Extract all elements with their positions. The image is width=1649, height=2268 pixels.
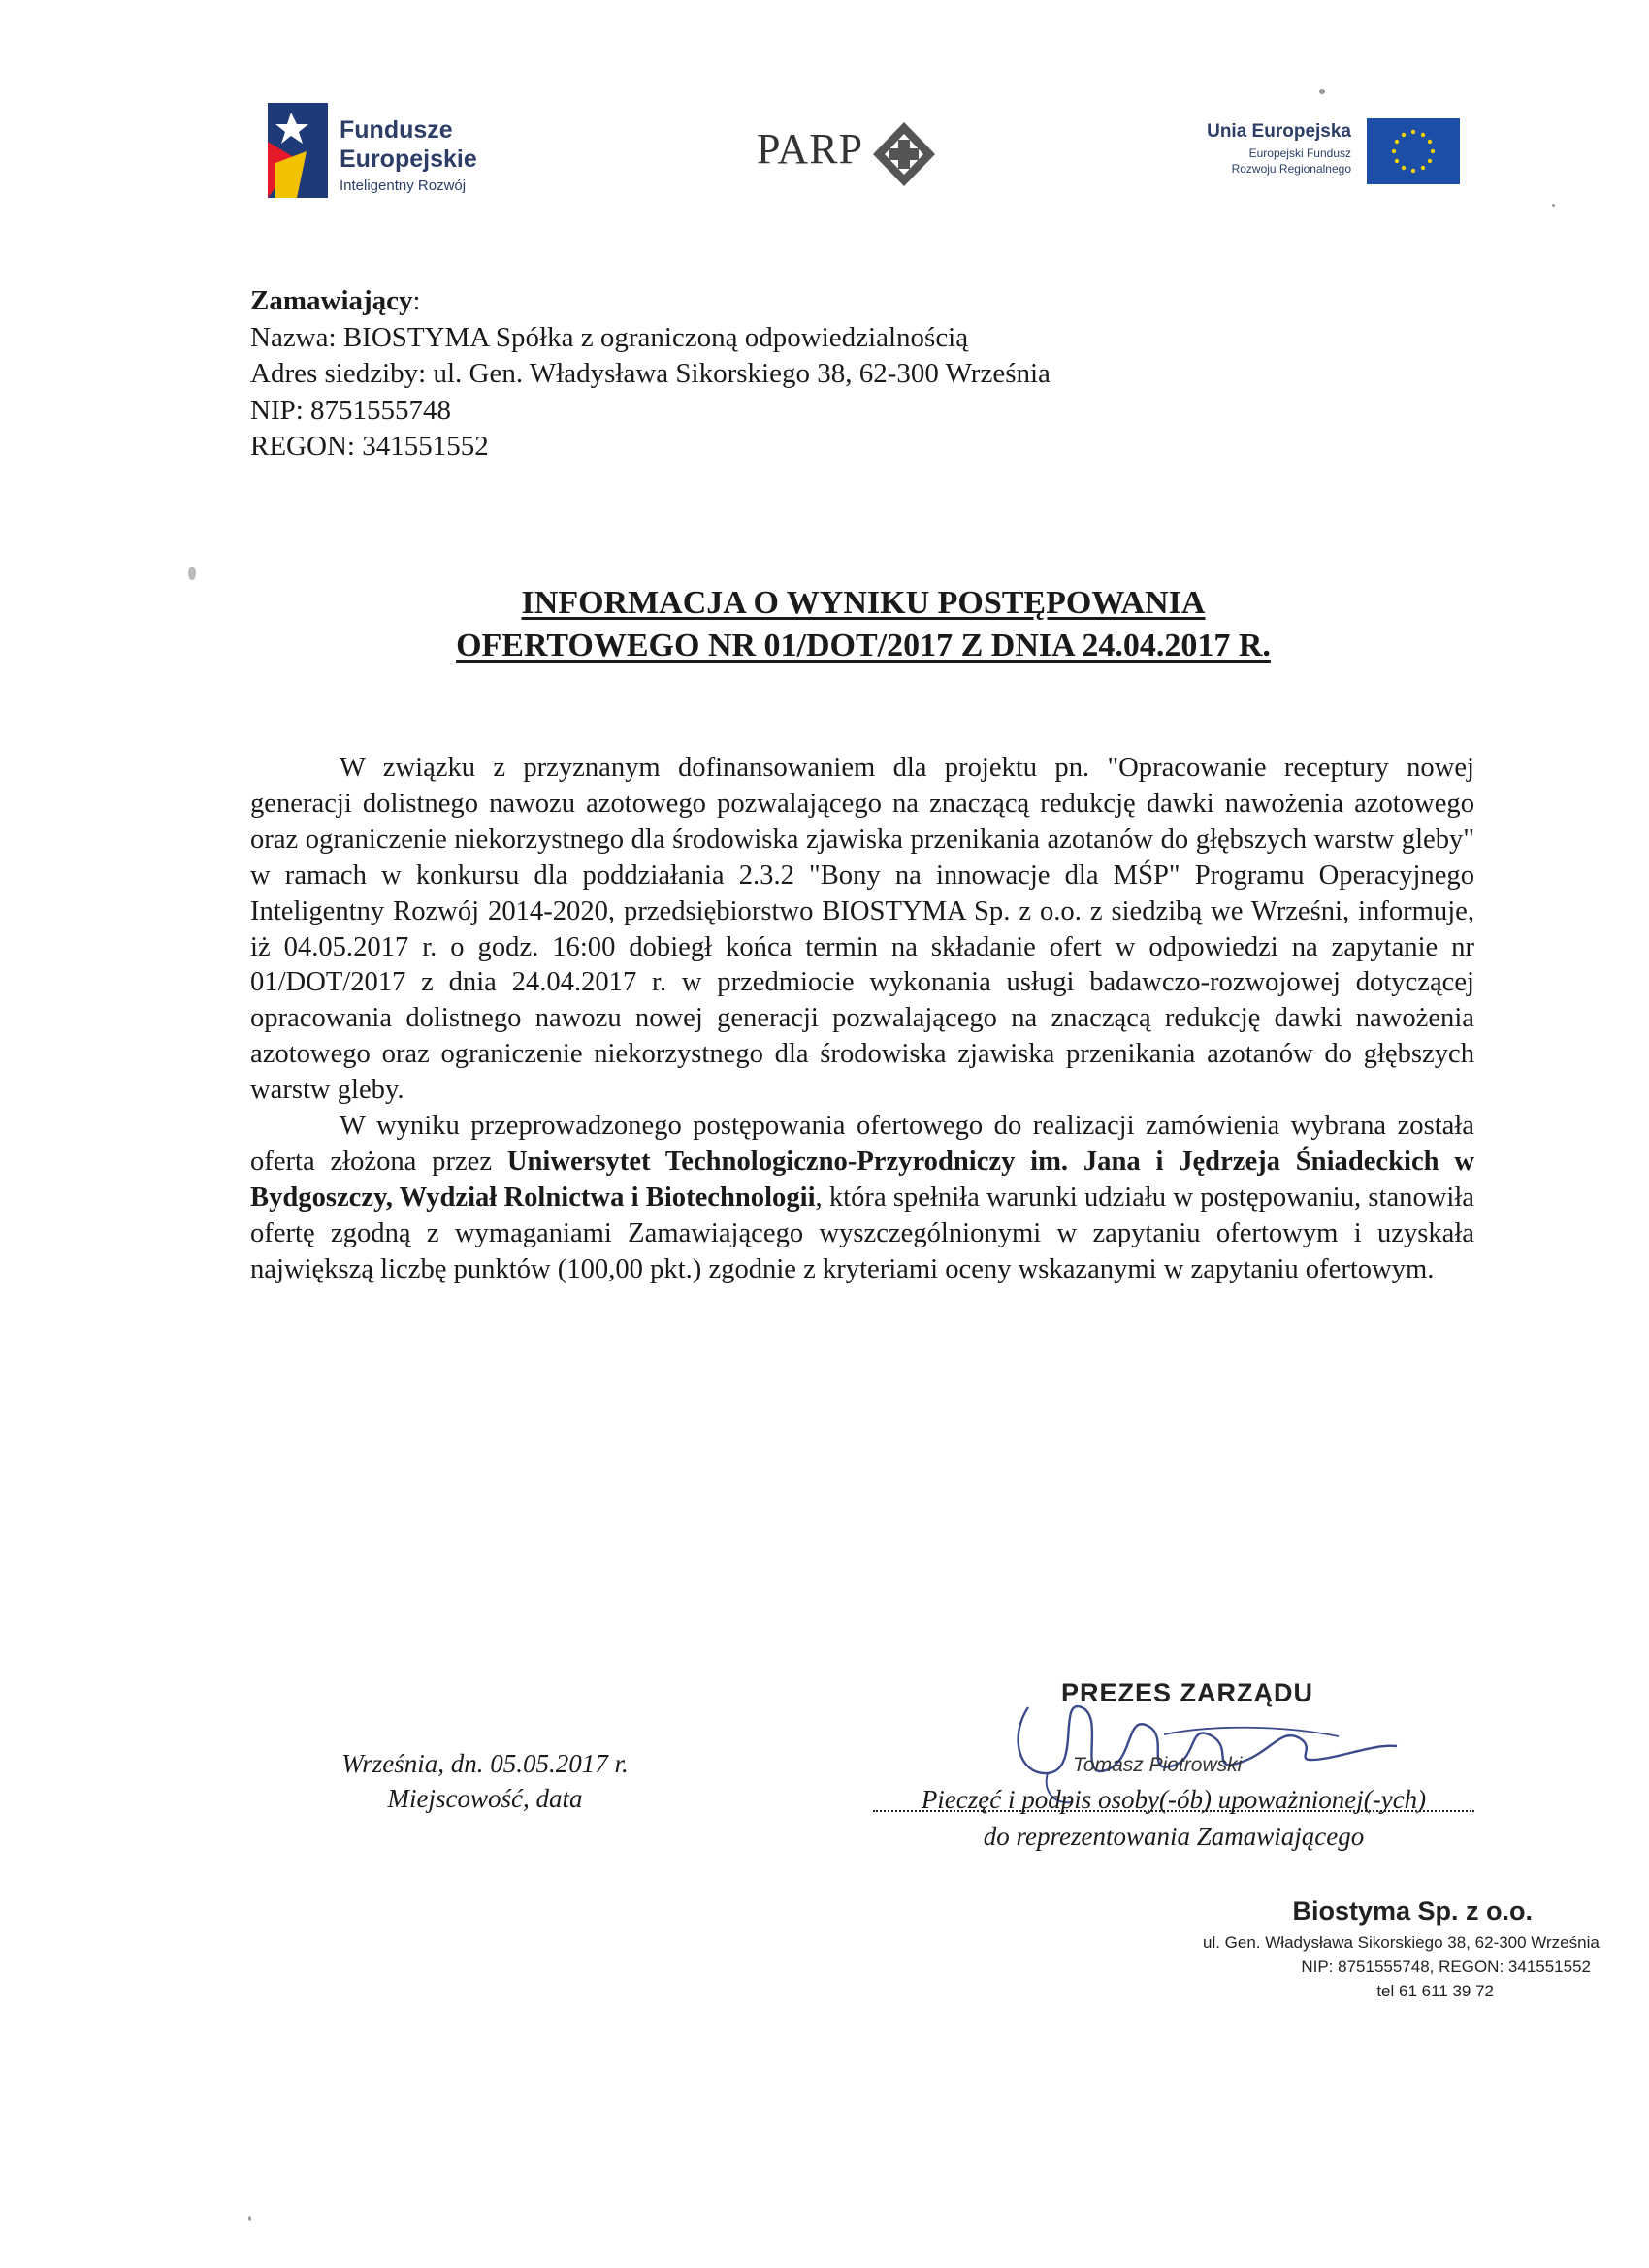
company-stamp-ids: NIP: 8751555748, REGON: 341551552 (1301, 1958, 1591, 1976)
client-regon-label: REGON: (250, 431, 355, 462)
body-paragraph-1: W związku z przyznanym dofinansowaniem dla projektu pn. "Opracowanie receptury nowej generacji dolistnego nawozu azotowego pozwalającego na znaczącą redukcję dawki nawożenia azotowego oraz ograniczenie niekorzystnego dla środowiska zjawiska przenikania azotanów do głębszych warstw gleby" w ramach w konkursu dla poddziałania 2.3.2 "Bony na innowacje dla MŚP" Programu Operacyjnego Inteligentny Rozwój 2014-2020, przedsiębiorstwo BIOSTYMA Sp. z o.o. z siedzibą we Wrześni, informuje, iż 04.05.2017 r. o godz. 16:00 dobiegł końca termin na składanie ofert w odpowiedzi na zapytanie nr 01/DOT/2017 z dnia 24.04.2017 r. w przedmiocie wykonania usługi badawczo-rozwojowej dotyczącej opracowania dolistnego nawozu nowej generacji pozwalającego na znaczącą redukcję dawki nawożenia azotowego oraz ograniczenie niekorzystnego dla środowiska zjawiska przenikania azotanów do głębszych warstw gleby. (250, 753, 1474, 1106)
fe-title-line1: Fundusze (340, 116, 453, 144)
eu-flag-icon (1367, 118, 1460, 184)
client-regon-row (250, 429, 1414, 466)
document-title (252, 582, 1474, 667)
signature-caption-line1: Pieczęć i podpis osoby(-ób) upoważnionej(-ych) (921, 1785, 1427, 1814)
place-date-value: Września, dn. 05.05.2017 r. (341, 1749, 629, 1778)
company-stamp-name: Biostyma Sp. z o.o. (1292, 1896, 1533, 1926)
client-regon-value: 341551552 (362, 431, 489, 462)
body-paragraph-2 (250, 1109, 1474, 1288)
client-nip-row (250, 393, 1414, 430)
client-heading: Zamawiający (250, 285, 413, 316)
body-p2-after: , która spełniła warunki udziału w postępowaniu, stanowiła ofertę zgodną z wymaganiami Zamawiającego wyszczególnionymi w zapytaniu ofertowym i uzyskała największą liczbę punktów (100,00 pkt.) zgodnie z kryteriami oceny wskazanymi w zapytaniu ofertowym. (250, 1182, 1474, 1284)
scan-speck (248, 2216, 251, 2221)
stamp-name: Tomasz Piotrowski (1073, 1754, 1243, 1776)
client-heading-row: Zamawiający: (250, 285, 421, 316)
body-p2-university: Uniwersytet Technologiczno-Przyrodniczy im. Jana i Jędrzeja Śniadeckich w Bydgoszczy, Wydział Rolnictwa i Biotechnologii (250, 1146, 1474, 1213)
title-line1: INFORMACJA O WYNIKU POSTĘPOWANIA (521, 585, 1206, 621)
parp-arrows-icon (871, 120, 937, 188)
client-address-value: ul. Gen. Władysława Sikorskiego 38, 62-300 Września (433, 358, 1051, 389)
fe-flag-icon (268, 103, 328, 198)
stamp-title: PREZES ZARZĄDU (1061, 1678, 1314, 1707)
scan-speck (1319, 89, 1325, 94)
fe-title-line2: Europejskie (340, 146, 477, 173)
client-name-value: BIOSTYMA Spółka z ograniczoną odpowiedzialnością (342, 321, 969, 353)
fundusze-europejskie-logo (268, 103, 520, 200)
client-nip-value: 8751555748 (310, 394, 452, 426)
ue-subtitle-line2: Rozwoju Regionalnego (1231, 162, 1351, 176)
ue-title: Unia Europejska (1207, 121, 1351, 142)
client-address-row (250, 356, 1414, 393)
client-name-row (250, 320, 1414, 357)
company-stamp-address: ul. Gen. Władysława Sikorskiego 38, 62-300 Września (1203, 1933, 1600, 1952)
fe-subtitle: Inteligentny Rozwój (340, 178, 467, 194)
contracting-party-block (250, 283, 1414, 466)
company-stamp (1203, 1892, 1600, 2003)
document-body (250, 751, 1474, 1288)
signature-caption-line2: do reprezentowania Zamawiającego (983, 1822, 1365, 1851)
scan-speck (188, 567, 196, 580)
scan-speck (1552, 204, 1555, 207)
client-address-label: Adres siedziby: (250, 358, 427, 389)
signature-caption (854, 1781, 1494, 1855)
parp-text: PARP (757, 125, 864, 173)
title-line2: OFERTOWEGO NR 01/DOT/2017 Z DNIA 24.04.2017 R. (456, 628, 1271, 664)
parp-logo (757, 120, 941, 188)
place-date-block (320, 1746, 650, 1816)
place-date-label: Miejscowość, data (387, 1784, 583, 1813)
company-stamp-tel: tel 61 611 39 72 (1376, 1982, 1494, 2000)
ue-subtitle-line1: Europejski Fundusz (1248, 146, 1351, 160)
unia-europejska-logo (1159, 114, 1460, 192)
client-name-label: Nazwa: (250, 321, 337, 353)
body-p2-before: W wyniku przeprowadzonego postępowania ofertowego do realizacji zamówienia wybrana została oferta złożona przez (250, 1111, 1474, 1177)
client-nip-label: NIP: (250, 394, 304, 426)
